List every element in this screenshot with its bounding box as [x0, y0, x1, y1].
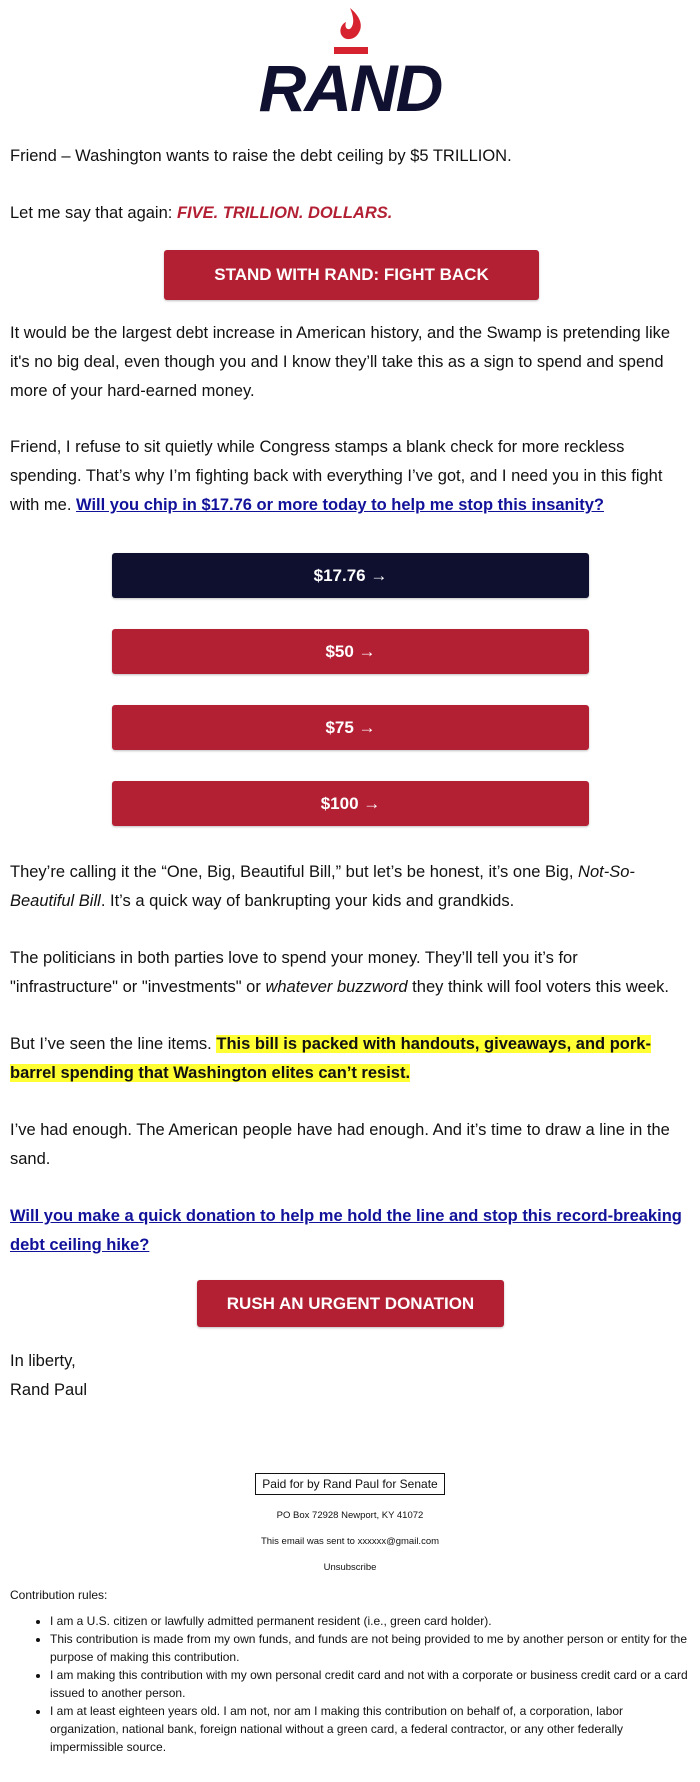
- five-trillion-emphasis: FIVE. TRILLION. DOLLARS.: [176, 204, 393, 222]
- paid-for-disclaimer: [0, 1473, 700, 1495]
- line-items-text: But I’ve seen the line items.: [10, 1035, 217, 1053]
- refuse-text: Friend, I refuse to sit quietly while Congress stamps a blank check for more reckless spending. That’s why I’m fighting back with everything I’ve got, and I need you in this fight with me.: [10, 438, 663, 514]
- donate-17-76-button[interactable]: $17.76 →: [112, 553, 589, 598]
- rule-item: • I am at least eighteen years old. I am not, nor am I making this contribution on behalf of, a corporation, labor organization, national bank, foreign national without a green card, a federal contractor, or any other federally impermissible source.: [50, 1702, 690, 1756]
- stand-with-rand-button[interactable]: STAND WITH RAND: FIGHT BACK: [164, 250, 539, 300]
- paragraph-quick-donation: [10, 1202, 690, 1260]
- not-so-beautiful-italic: Not-So-Beautiful Bill: [10, 863, 635, 910]
- chip-in-link[interactable]: Will you chip in $17.76 or more today to help me stop this insanity?: [76, 496, 604, 514]
- bill-text-b: . It’s a quick way of bankrupting your kids and grandkids.: [100, 892, 515, 910]
- rush-donation-button[interactable]: RUSH AN URGENT DONATION: [197, 1280, 504, 1327]
- paragraph-line-items: [10, 1030, 690, 1088]
- bill-text-a: They’re calling it the “One, Big, Beautiful Bill,” but let’s be honest, it’s one Big,: [10, 863, 579, 881]
- footer-sent-to: This email was sent to xxxxxx@gmail.com: [260, 1536, 440, 1547]
- paragraph-largest-debt: It would be the largest debt increase in American history, and the Swamp is pretending like it's no big deal, even though you and I know they’ll take this as a sign to spend and spend more of your hard-earned money.: [10, 324, 671, 400]
- buzzword-italic: whatever buzzword: [265, 978, 408, 996]
- rule-item: • I am a U.S. citizen or lawfully admitted permanent resident (i.e., green card holder).: [50, 1612, 690, 1630]
- signoff-line-1: In liberty,: [10, 1352, 76, 1370]
- paragraph-had-enough: I’ve had enough. The American people have had enough. And it’s time to draw a line in the sand.: [10, 1121, 670, 1168]
- intro-line-2: [10, 199, 690, 228]
- rand-logo: [0, 0, 700, 122]
- quick-donation-link[interactable]: Will you make a quick donation to help me hold the line and stop this record-breaking debt ceiling hike?: [10, 1207, 682, 1254]
- paragraph-politicians: [10, 944, 690, 1002]
- donate-50-button[interactable]: $50 →: [112, 629, 589, 674]
- highlighted-handouts-text: This bill is packed with handouts, giveaways, and pork-barrel spending that Washington elites can’t resist.: [10, 1035, 651, 1082]
- paragraph-refuse: [10, 433, 690, 520]
- signoff-name: Rand Paul: [10, 1381, 88, 1399]
- donate-100-button[interactable]: $100 →: [112, 781, 589, 826]
- politicians-text-b: they think will fool voters this week.: [407, 978, 669, 996]
- intro-line-1: Friend – Washington wants to raise the debt ceiling by $5 TRILLION.: [10, 147, 512, 165]
- politicians-text-a: The politicians in both parties love to spend your money. They’ll tell you it’s for "infrastructure" or "investments" or: [10, 949, 578, 996]
- logo-wordmark: RAND: [258, 51, 442, 122]
- logo-graphic: [230, 0, 470, 122]
- paragraph-big-beautiful-bill: [10, 858, 690, 916]
- contribution-rules-list: [10, 1612, 690, 1756]
- contribution-rules-title: Contribution rules:: [10, 1588, 108, 1602]
- unsubscribe-link[interactable]: Unsubscribe: [323, 1562, 377, 1573]
- paid-for-box: Paid for by Rand Paul for Senate: [255, 1473, 444, 1495]
- donate-75-button[interactable]: $75 →: [112, 705, 589, 750]
- rule-item: • I am making this contribution with my own personal credit card and not with a corporate or business credit card or a card issued to another person.: [50, 1666, 690, 1702]
- intro-prefix: Let me say that again:: [10, 204, 177, 222]
- rule-item: • This contribution is made from my own funds, and funds are not being provided to me by another person or entity for the purpose of making this contribution.: [50, 1630, 690, 1666]
- torch-flame-icon: [340, 8, 360, 39]
- footer-address: PO Box 72928 Newport, KY 41072: [276, 1510, 424, 1521]
